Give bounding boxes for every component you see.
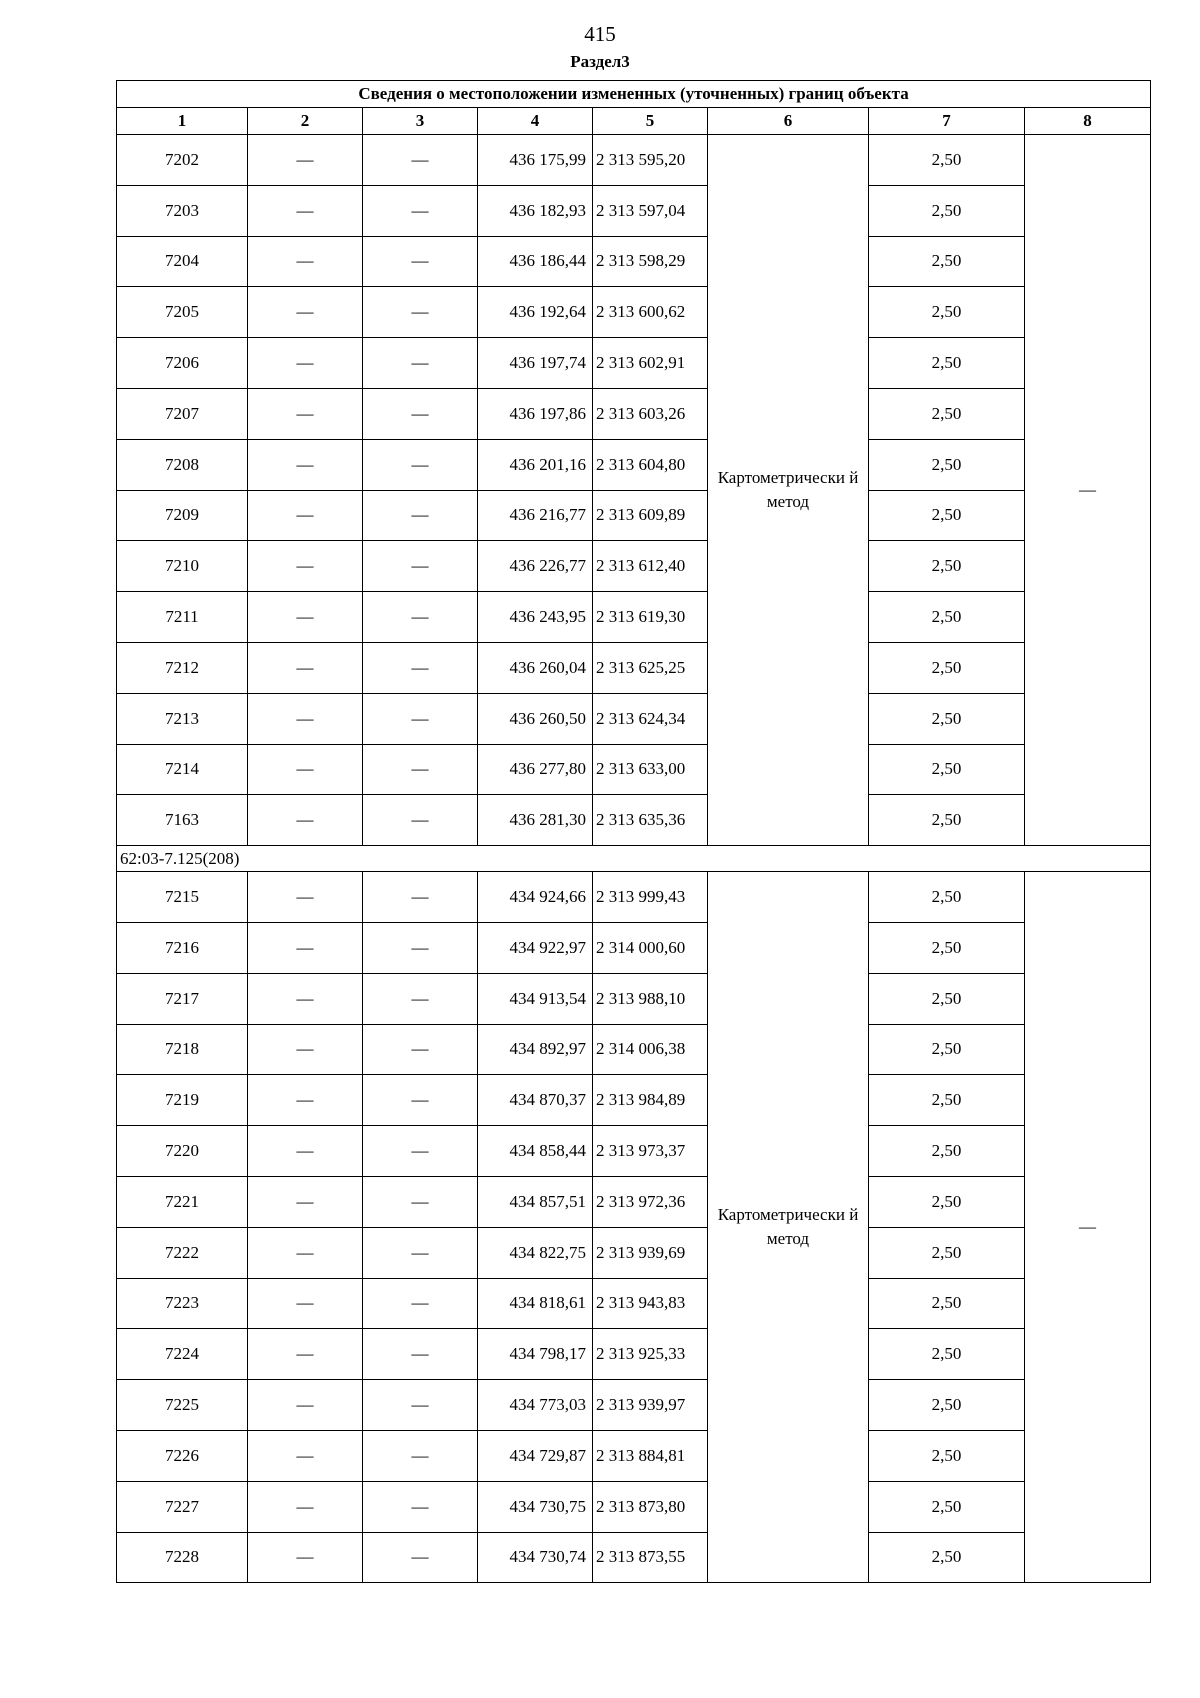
x-coordinate-cell: 436 260,50 [478,693,593,744]
dash-cell: — [248,1380,363,1431]
table-row [117,1380,1151,1431]
dash-cell: — [363,592,478,643]
table-row [117,1278,1151,1329]
point-number-cell: 7202 [117,135,248,186]
accuracy-cell: 2,50 [869,1481,1025,1532]
point-number-cell: 7225 [117,1380,248,1431]
table-row [117,642,1151,693]
dash-cell: — [248,490,363,541]
dash-cell: — [248,388,363,439]
table-row [117,1075,1151,1126]
dash-cell: — [363,795,478,846]
accuracy-cell: 2,50 [869,439,1025,490]
table-row [117,1481,1151,1532]
dash-cell: — [248,922,363,973]
table-row [117,388,1151,439]
table-row [117,439,1151,490]
x-coordinate-cell: 436 182,93 [478,185,593,236]
y-coordinate-cell: 2 313 604,80 [593,439,708,490]
point-number-cell: 7227 [117,1481,248,1532]
y-coordinate-cell: 2 313 873,55 [593,1532,708,1583]
point-number-cell: 7221 [117,1176,248,1227]
dash-cell: — [363,185,478,236]
dash-cell: — [363,1380,478,1431]
point-number-cell: 7218 [117,1024,248,1075]
x-coordinate-cell: 436 277,80 [478,744,593,795]
accuracy-cell: 2,50 [869,338,1025,389]
column-number: 1 [117,108,248,135]
table-row [117,490,1151,541]
y-coordinate-cell: 2 313 609,89 [593,490,708,541]
x-coordinate-cell: 434 798,17 [478,1329,593,1380]
table-row [117,973,1151,1024]
x-coordinate-cell: 434 730,74 [478,1532,593,1583]
y-coordinate-cell: 2 313 984,89 [593,1075,708,1126]
dash-cell: — [248,1227,363,1278]
table-row [117,1176,1151,1227]
y-coordinate-cell: 2 313 635,36 [593,795,708,846]
dash-cell: — [363,1176,478,1227]
accuracy-cell: 2,50 [869,872,1025,923]
x-coordinate-cell: 436 201,16 [478,439,593,490]
dash-cell: — [363,490,478,541]
accuracy-cell: 2,50 [869,744,1025,795]
accuracy-cell: 2,50 [869,185,1025,236]
dash-cell: — [248,338,363,389]
point-number-cell: 7220 [117,1126,248,1177]
dash-cell: — [363,439,478,490]
x-coordinate-cell: 436 186,44 [478,236,593,287]
y-coordinate-cell: 2 314 000,60 [593,922,708,973]
x-coordinate-cell: 436 281,30 [478,795,593,846]
dash-cell: — [363,1278,478,1329]
y-coordinate-cell: 2 313 619,30 [593,592,708,643]
column-8-cell: — [1025,872,1151,1583]
point-number-cell: 7213 [117,693,248,744]
x-coordinate-cell: 434 818,61 [478,1278,593,1329]
x-coordinate-cell: 434 913,54 [478,973,593,1024]
table-row [117,1329,1151,1380]
accuracy-cell: 2,50 [869,1380,1025,1431]
accuracy-cell: 2,50 [869,1532,1025,1583]
point-number-cell: 7208 [117,439,248,490]
dash-cell: — [248,1329,363,1380]
column-number: 2 [248,108,363,135]
accuracy-cell: 2,50 [869,490,1025,541]
point-number-cell: 7209 [117,490,248,541]
dash-cell: — [363,642,478,693]
point-number-cell: 7222 [117,1227,248,1278]
y-coordinate-cell: 2 313 973,37 [593,1126,708,1177]
accuracy-cell: 2,50 [869,1329,1025,1380]
x-coordinate-cell: 434 858,44 [478,1126,593,1177]
dash-cell: — [248,744,363,795]
dash-cell: — [248,135,363,186]
point-number-cell: 7210 [117,541,248,592]
table-row [117,135,1151,186]
accuracy-cell: 2,50 [869,1227,1025,1278]
boundary-coordinates-table [116,80,1151,1583]
accuracy-cell: 2,50 [869,592,1025,643]
dash-cell: — [248,1126,363,1177]
x-coordinate-cell: 434 729,87 [478,1430,593,1481]
dash-cell: — [363,1329,478,1380]
accuracy-cell: 2,50 [869,1024,1025,1075]
accuracy-cell: 2,50 [869,287,1025,338]
table-row [117,541,1151,592]
x-coordinate-cell: 434 892,97 [478,1024,593,1075]
accuracy-cell: 2,50 [869,795,1025,846]
table-row [117,795,1151,846]
dash-cell: — [248,1278,363,1329]
y-coordinate-cell: 2 313 624,34 [593,693,708,744]
y-coordinate-cell: 2 313 598,29 [593,236,708,287]
y-coordinate-cell: 2 313 972,36 [593,1176,708,1227]
table-row [117,1024,1151,1075]
column-number: 8 [1025,108,1151,135]
table-row [117,236,1151,287]
accuracy-cell: 2,50 [869,642,1025,693]
x-coordinate-cell: 436 243,95 [478,592,593,643]
dash-cell: — [363,1481,478,1532]
accuracy-cell: 2,50 [869,973,1025,1024]
table-row [117,592,1151,643]
table-row [117,287,1151,338]
column-number: 5 [593,108,708,135]
table-caption: Сведения о местоположении измененных (уточненных) границ объекта [117,81,1151,108]
y-coordinate-cell: 2 313 602,91 [593,338,708,389]
y-coordinate-cell: 2 313 612,40 [593,541,708,592]
table-row [117,1227,1151,1278]
y-coordinate-cell: 2 313 600,62 [593,287,708,338]
x-coordinate-cell: 436 226,77 [478,541,593,592]
dash-cell: — [363,135,478,186]
dash-cell: — [363,922,478,973]
dash-cell: — [363,1126,478,1177]
x-coordinate-cell: 434 870,37 [478,1075,593,1126]
dash-cell: — [248,872,363,923]
x-coordinate-cell: 436 197,74 [478,338,593,389]
dash-cell: — [363,236,478,287]
accuracy-cell: 2,50 [869,1278,1025,1329]
point-number-cell: 7206 [117,338,248,389]
dash-cell: — [248,1176,363,1227]
accuracy-cell: 2,50 [869,1176,1025,1227]
table-row [117,693,1151,744]
point-number-cell: 7216 [117,922,248,973]
accuracy-cell: 2,50 [869,1075,1025,1126]
y-coordinate-cell: 2 313 884,81 [593,1430,708,1481]
point-number-cell: 7226 [117,1430,248,1481]
dash-cell: — [363,388,478,439]
point-number-cell: 7228 [117,1532,248,1583]
dash-cell: — [248,693,363,744]
column-number: 4 [478,108,593,135]
y-coordinate-cell: 2 313 873,80 [593,1481,708,1532]
point-number-cell: 7217 [117,973,248,1024]
x-coordinate-cell: 436 216,77 [478,490,593,541]
column-number-row [117,108,1151,135]
y-coordinate-cell: 2 313 625,25 [593,642,708,693]
x-coordinate-cell: 434 773,03 [478,1380,593,1431]
point-number-cell: 7223 [117,1278,248,1329]
table-row [117,744,1151,795]
dash-cell: — [363,1024,478,1075]
dash-cell: — [363,693,478,744]
point-number-cell: 7215 [117,872,248,923]
accuracy-cell: 2,50 [869,541,1025,592]
dash-cell: — [248,185,363,236]
accuracy-cell: 2,50 [869,693,1025,744]
y-coordinate-cell: 2 313 939,69 [593,1227,708,1278]
column-number: 3 [363,108,478,135]
dash-cell: — [248,642,363,693]
x-coordinate-cell: 436 192,64 [478,287,593,338]
section-title: Раздел3 [570,52,630,71]
parcel-label: 62:03-7.125(208) [117,846,1151,872]
dash-cell: — [248,1532,363,1583]
dash-cell: — [248,1481,363,1532]
table-row [117,185,1151,236]
point-number-cell: 7163 [117,795,248,846]
y-coordinate-cell: 2 314 006,38 [593,1024,708,1075]
dash-cell: — [363,973,478,1024]
x-coordinate-cell: 434 924,66 [478,872,593,923]
accuracy-cell: 2,50 [869,1126,1025,1177]
y-coordinate-cell: 2 313 597,04 [593,185,708,236]
table-row [117,1126,1151,1177]
accuracy-cell: 2,50 [869,236,1025,287]
dash-cell: — [248,973,363,1024]
table-row [117,338,1151,389]
dash-cell: — [363,338,478,389]
y-coordinate-cell: 2 313 939,97 [593,1380,708,1431]
dash-cell: — [248,236,363,287]
x-coordinate-cell: 434 857,51 [478,1176,593,1227]
accuracy-cell: 2,50 [869,135,1025,186]
dash-cell: — [363,1227,478,1278]
y-coordinate-cell: 2 313 925,33 [593,1329,708,1380]
point-number-cell: 7203 [117,185,248,236]
y-coordinate-cell: 2 313 943,83 [593,1278,708,1329]
accuracy-cell: 2,50 [869,1430,1025,1481]
y-coordinate-cell: 2 313 603,26 [593,388,708,439]
accuracy-cell: 2,50 [869,922,1025,973]
dash-cell: — [363,1532,478,1583]
dash-cell: — [363,1430,478,1481]
method-cell: Картометрически й метод [708,135,869,846]
y-coordinate-cell: 2 313 633,00 [593,744,708,795]
point-number-cell: 7219 [117,1075,248,1126]
dash-cell: — [248,1430,363,1481]
table-row [117,872,1151,923]
point-number-cell: 7205 [117,287,248,338]
table-row [117,1532,1151,1583]
point-number-cell: 7211 [117,592,248,643]
dash-cell: — [248,287,363,338]
dash-cell: — [248,795,363,846]
column-number: 6 [708,108,869,135]
x-coordinate-cell: 436 260,04 [478,642,593,693]
column-8-cell: — [1025,135,1151,846]
dash-cell: — [363,287,478,338]
point-number-cell: 7207 [117,388,248,439]
column-number: 7 [869,108,1025,135]
parcel-label-row [117,846,1151,872]
dash-cell: — [248,439,363,490]
x-coordinate-cell: 434 922,97 [478,922,593,973]
x-coordinate-cell: 434 730,75 [478,1481,593,1532]
point-number-cell: 7212 [117,642,248,693]
point-number-cell: 7204 [117,236,248,287]
dash-cell: — [363,872,478,923]
y-coordinate-cell: 2 313 595,20 [593,135,708,186]
table-row [117,1430,1151,1481]
method-cell: Картометрически й метод [708,872,869,1583]
x-coordinate-cell: 436 175,99 [478,135,593,186]
x-coordinate-cell: 434 822,75 [478,1227,593,1278]
dash-cell: — [363,541,478,592]
y-coordinate-cell: 2 313 988,10 [593,973,708,1024]
accuracy-cell: 2,50 [869,388,1025,439]
dash-cell: — [363,1075,478,1126]
point-number-cell: 7224 [117,1329,248,1380]
dash-cell: — [248,592,363,643]
point-number-cell: 7214 [117,744,248,795]
page-number: 415 [584,22,616,46]
dash-cell: — [248,1075,363,1126]
y-coordinate-cell: 2 313 999,43 [593,872,708,923]
table-row [117,922,1151,973]
x-coordinate-cell: 436 197,86 [478,388,593,439]
dash-cell: — [363,744,478,795]
dash-cell: — [248,541,363,592]
dash-cell: — [248,1024,363,1075]
